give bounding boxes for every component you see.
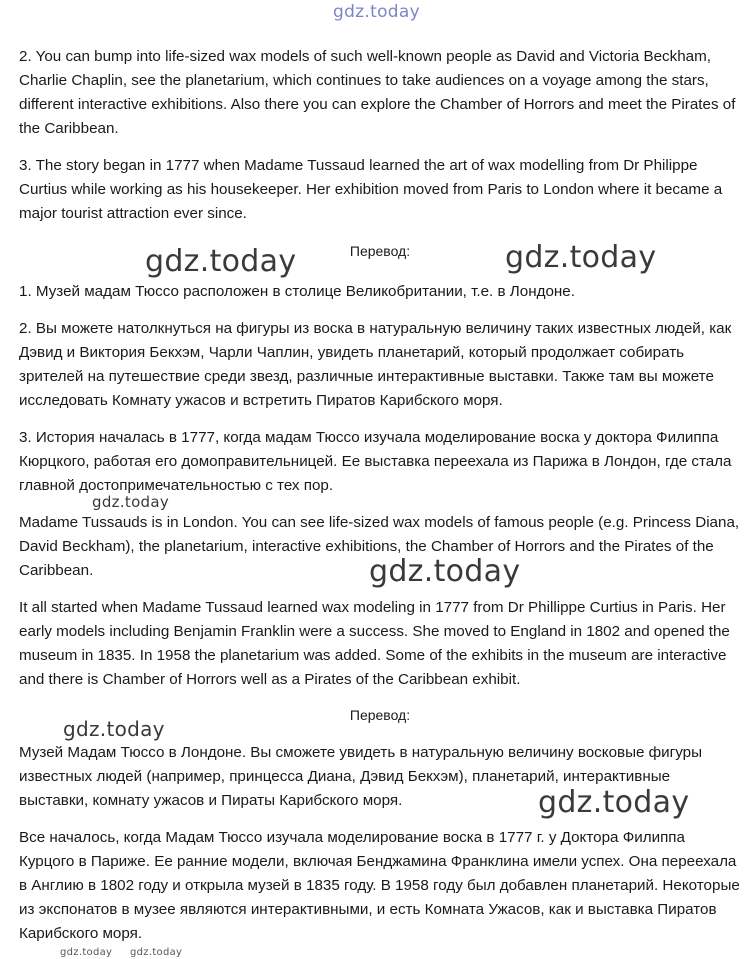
watermark: gdz.today xyxy=(538,785,690,820)
summary-2-ru: Все началось, когда Мадам Тюссо изучала моделирование воска в 1777 г. у Доктора Филиппа Курцого в Париже. Ее ранние модели, включая Бенджамина Франклина имели успех. Она переехала в Англию в 1802 году и открыла музей в 1835 году. В 1958 году был добавлен планетарий. Некоторые из экспонатов в музее являются интерактивными, и есть Комната Ужасов, как и выставка Пиратов Карибского моря. xyxy=(19,829,740,942)
watermark: gdz.today xyxy=(369,554,521,589)
paragraph-3-ru: 3. История началась в 1777, когда мадам Тюссо изучала моделирование воска у доктора Филиппа Кюрцкого, работая его домоправительницей. Ее выставка переехала из Парижа в Лондон, где стала главной достопримечательностью с тех пор. xyxy=(19,429,732,494)
watermark: gdz.today xyxy=(60,947,113,958)
watermark: gdz.today xyxy=(130,947,183,958)
paragraph-1-ru: 1. Музей мадам Тюссо расположен в столице Великобритании, т.е. в Лондоне. xyxy=(19,283,575,300)
watermark: gdz.today xyxy=(145,244,297,279)
summary-1-ru: Музей Мадам Тюссо в Лондоне. Вы сможете увидеть в натуральную величину восковые фигуры известных людей (например, принцесса Диана, Дэвид Бекхэм), планетарий, интерактивные выставки, комнату ужасов и Пираты Карибского моря. xyxy=(19,744,702,809)
paragraph-2-ru: 2. Вы можете натолкнуться на фигуры из воска в натуральную величину таких известных людей, как Дэвид и Виктория Бекхэм, Чарли Чаплин, увидеть планетарий, который продолжает собирать зрителей на путешествие среди звезд, различные интерактивные выставки. Также там вы можете исследовать Комнату ужасов и встретить Пиратов Карибского моря. xyxy=(19,320,732,409)
summary-2-en: It all started when Madame Tussaud learned wax modeling in 1777 from Dr Phillippe Curtius in Paris. Her early models including Benjamin Franklin were a success. She moved to England in 1802 and opened the museum in 1835. In 1958 the planetarium was added. Some of the exhibits in the museum are interactive and there is Chamber of Horrors well as a Pirates of the Caribbean exhibit. xyxy=(19,599,730,688)
watermark-top: gdz.today xyxy=(333,2,420,22)
summary-1-en: Madame Tussauds is in London. You can see life-sized wax models of famous people (e.g. Princess Diana, David Beckham), the planetarium, interactive exhibitions, the Chamber of Horrors and the Pirates of the Caribbean. xyxy=(19,514,740,579)
paragraph-2-en: 2. You can bump into life-sized wax models of such well-known people as David and Victoria Beckham, Charlie Chaplin, see the planetarium, which continues to take audiences on a voyage among the stars, different interactive exhibitions. Also there you can explore the Chamber of Horrors and meet the Pirates of the Caribbean. xyxy=(19,48,736,137)
paragraph-3-en: 3. The story began in 1777 when Madame Tussaud learned the art of wax modelling from Dr Philippe Curtius while working as his housekeeper. Her exhibition moved from Paris to London where it became a major tourist attraction ever since. xyxy=(19,157,723,222)
translation-label: Перевод: xyxy=(349,707,411,723)
watermark: gdz.today xyxy=(63,717,165,741)
watermark: gdz.today xyxy=(92,493,170,511)
translation-label: Перевод: xyxy=(349,243,411,259)
watermark: gdz.today xyxy=(505,240,657,275)
